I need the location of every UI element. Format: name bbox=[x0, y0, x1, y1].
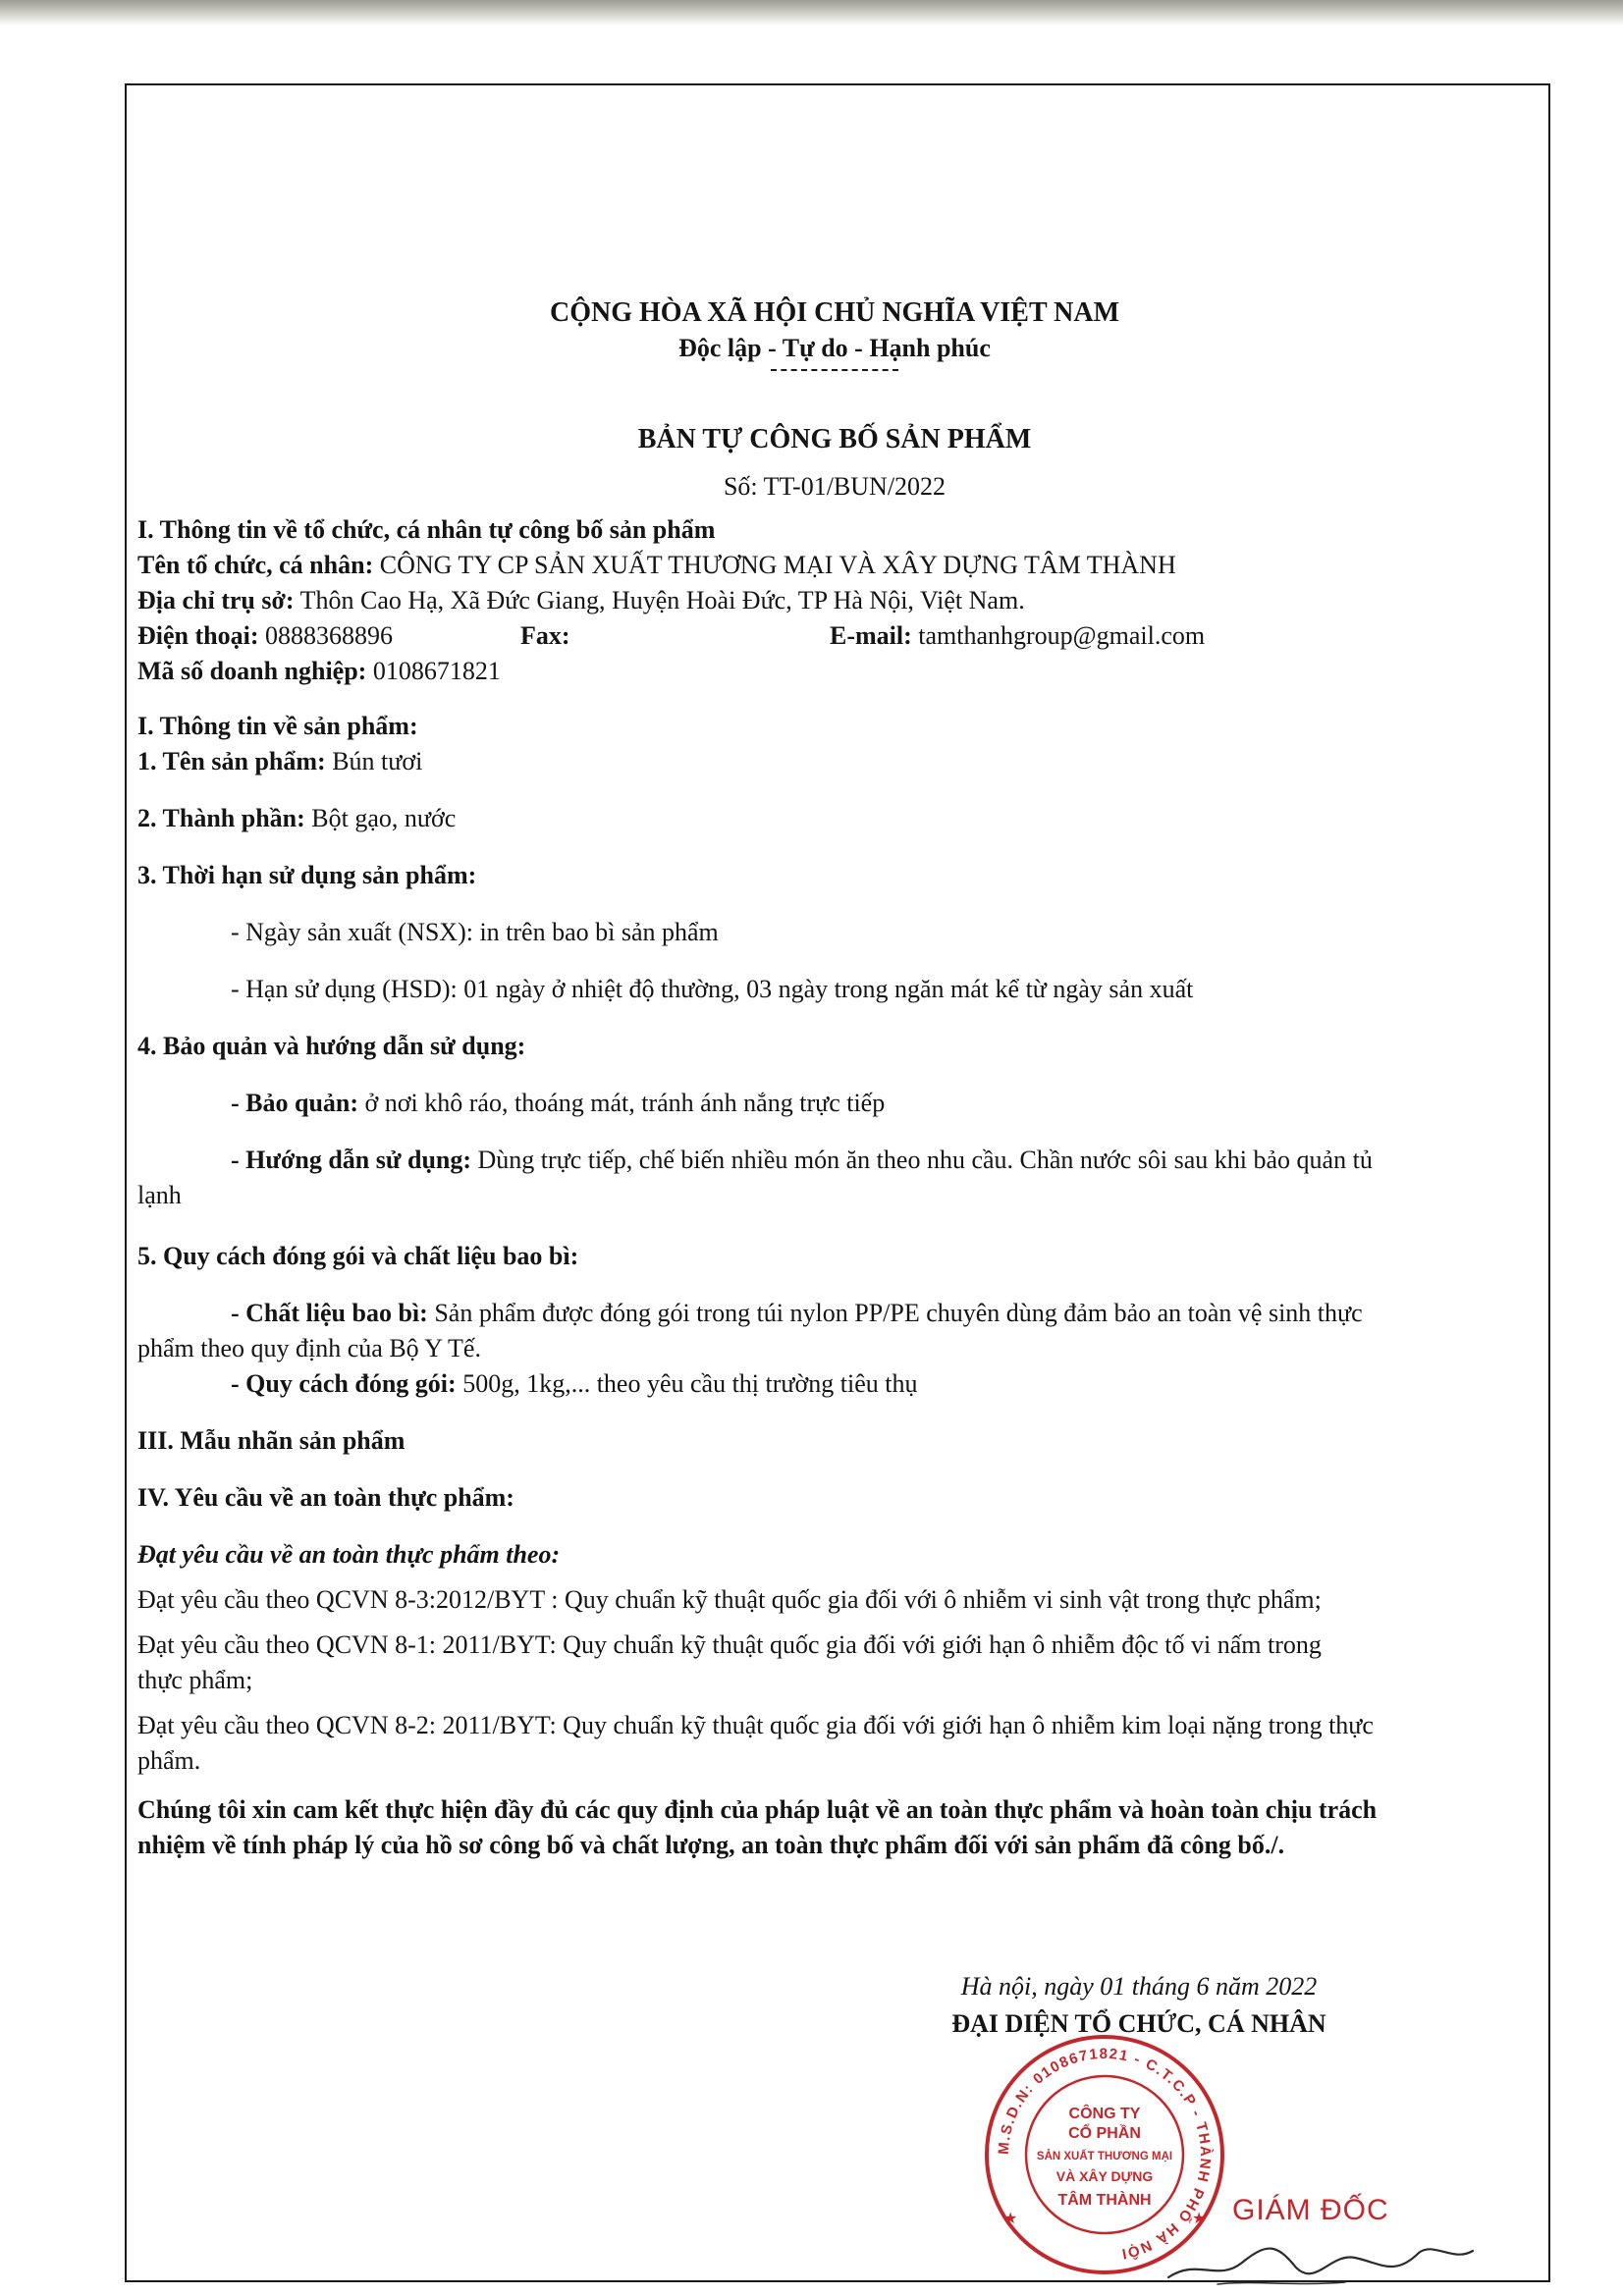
requirement-2-line-2: thực phẩm; bbox=[137, 1666, 253, 1694]
storage-value: ở nơi khô ráo, thoáng mát, tránh ánh nắng trực tiếp bbox=[364, 1089, 886, 1117]
seal-line-2: CỔ PHẦN bbox=[1068, 2125, 1141, 2142]
org-address-value: Thôn Cao Hạ, Xã Đức Giang, Huyện Hoài Đức, TP Hà Nội, Việt Nam. bbox=[299, 586, 1025, 614]
usage-value-1: Dùng trực tiếp, chế biến nhiều món ăn theo nhu cầu. Chần nước sôi sau khi bảo quản tủ bbox=[477, 1146, 1373, 1174]
document-body bbox=[137, 294, 1532, 1863]
material-label: - Chất liệu bao bì: bbox=[231, 1299, 428, 1327]
commitment-line-1: Chúng tôi xin cam kết thực hiện đầy đủ các quy định của pháp luật về an toàn thực phẩm và hoàn toàn chịu trách bbox=[137, 1795, 1378, 1824]
document-title: BẢN TỰ CÔNG BỐ SẢN PHẨM bbox=[637, 424, 1032, 454]
expiry: - Hạn sử dụng (HSD): 01 ngày ở nhiệt độ thường, 03 ngày trong ngăn mát kể từ ngày sản xuất bbox=[231, 975, 1194, 1003]
safety-section bbox=[137, 1480, 1532, 1779]
org-section bbox=[137, 512, 1532, 689]
director-title: GIÁM ĐỐC bbox=[1232, 2194, 1389, 2226]
commitment-line-2: nhiệm về tính pháp lý của hồ sơ công bố và chất lượng, an toàn thực phẩm đối với sản phẩm đã công bố./. bbox=[137, 1831, 1285, 1859]
storage-heading: 4. Bảo quản và hướng dẫn sử dụng: bbox=[137, 1032, 526, 1060]
product-section bbox=[137, 709, 1532, 1402]
material-value-1: Sản phẩm được đóng gói trong túi nylon PP/PE chuyên dùng đảm bảo an toàn vệ sinh thực bbox=[434, 1299, 1363, 1327]
mfg-date: - Ngày sản xuất (NSX): in trên bao bì sản phẩm bbox=[231, 918, 719, 946]
phone-value: 0888368896 bbox=[265, 621, 393, 650]
motto: Độc lập - Tự do - Hạnh phúc bbox=[678, 334, 991, 362]
seal-line-1: CÔNG TY bbox=[1068, 2106, 1141, 2122]
requirement-3-line-2: phẩm. bbox=[137, 1746, 201, 1775]
requirement-3-line-1: Đạt yêu cầu theo QCVN 8-2: 2011/BYT: Quy chuẩn kỹ thuật quốc gia đối với giới hạn ô nhiễm kim loại nặng trong thực bbox=[137, 1711, 1374, 1739]
usage-value-2: lạnh bbox=[137, 1181, 182, 1209]
seal-star-right-icon: ★ bbox=[1192, 2211, 1207, 2227]
label-heading: III. Mẫu nhãn sản phẩm bbox=[137, 1426, 406, 1455]
seal-line-5: TÂM THÀNH bbox=[1057, 2192, 1152, 2209]
shelf-life-heading: 3. Thời hạn sử dụng sản phẩm: bbox=[137, 861, 477, 889]
scan-top-edge bbox=[0, 0, 1623, 26]
seal-ring-text: M.S.D.N: 0108671821 - C.T.C.P - THÀNH PHỐ HÀ NỘI bbox=[995, 2045, 1215, 2263]
safety-heading: IV. Yêu cầu về an toàn thực phẩm: bbox=[137, 1483, 514, 1512]
org-name-label: Tên tổ chức, cá nhân: bbox=[137, 551, 374, 579]
pack-label: - Quy cách đóng gói: bbox=[231, 1369, 457, 1398]
org-heading: I. Thông tin về tổ chức, cá nhân tự công bố sản phẩm bbox=[137, 515, 716, 544]
handwritten-signature bbox=[1159, 2223, 1483, 2292]
tax-label: Mã số doanh nghiệp: bbox=[137, 657, 367, 685]
product-name-value: Bún tươi bbox=[332, 747, 423, 775]
pack-value: 500g, 1kg,... theo yêu cầu thị trường tiêu thụ bbox=[462, 1369, 918, 1398]
email-label: E-mail: bbox=[830, 621, 912, 650]
usage-label: - Hướng dẫn sử dụng: bbox=[231, 1146, 472, 1174]
requirement-2-line-1: Đạt yêu cầu theo QCVN 8-1: 2011/BYT: Quy chuẩn kỹ thuật quốc gia đối với giới hạn ô nhiễm độc tố vi nấm trong bbox=[137, 1630, 1322, 1659]
seal-line-4: VÀ XÂY DỰNG bbox=[1055, 2168, 1154, 2184]
document-number: Số: TT-01/BUN/2022 bbox=[723, 472, 947, 501]
product-heading: I. Thông tin về sản phẩm: bbox=[137, 712, 418, 740]
seal-star-left-icon: ★ bbox=[1003, 2211, 1018, 2227]
packaging-heading: 5. Quy cách đóng gói và chất liệu bao bì: bbox=[137, 1242, 579, 1270]
representative-title: ĐẠI DIỆN TỔ CHỨC, CÁ NHÂN bbox=[951, 2009, 1326, 2038]
commitment bbox=[137, 1792, 1532, 1863]
requirement-1: Đạt yêu cầu theo QCVN 8-3:2012/BYT : Quy chuẩn kỹ thuật quốc gia đối với ô nhiễm vi sinh vật trong thực phẩm; bbox=[137, 1585, 1322, 1614]
org-name-value: CÔNG TY CP SẢN XUẤT THƯƠNG MẠI VÀ XÂY DỰNG TÂM THÀNH bbox=[379, 551, 1176, 579]
national-title: CỘNG HÒA XÃ HỘI CHỦ NGHĨA VIỆT NAM bbox=[549, 297, 1120, 328]
storage-label: - Bảo quản: bbox=[231, 1089, 359, 1117]
place-date: Hà nội, ngày 01 tháng 6 năm 2022 bbox=[960, 1972, 1318, 2001]
org-address-label: Địa chỉ trụ sở: bbox=[137, 586, 295, 614]
fax-label: Fax: bbox=[520, 621, 570, 650]
ingredients-value: Bột gạo, nước bbox=[311, 804, 457, 832]
product-name-label: 1. Tên sản phẩm: bbox=[137, 747, 326, 775]
ingredients-label: 2. Thành phần: bbox=[137, 804, 305, 832]
phone-label: Điện thoại: bbox=[137, 621, 259, 650]
safety-intro: Đạt yêu cầu về an toàn thực phẩm theo: bbox=[137, 1540, 561, 1569]
contact-row bbox=[137, 618, 1532, 654]
material-value-2: phẩm theo quy định của Bộ Y Tế. bbox=[137, 1334, 481, 1362]
email-value: tamthanhgroup@gmail.com bbox=[918, 621, 1206, 650]
seal-line-3: SẢN XUẤT THƯƠNG MẠI bbox=[1036, 2151, 1173, 2163]
tax-value: 0108671821 bbox=[372, 657, 501, 685]
motto-divider bbox=[771, 369, 898, 371]
